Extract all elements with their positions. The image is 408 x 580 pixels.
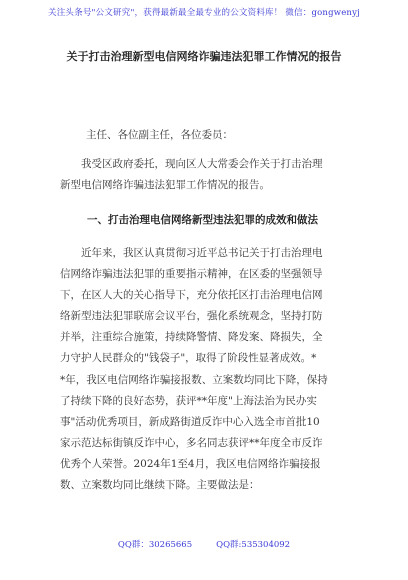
body-line: 优秀个人荣誉。2024年1至4月，我区电信网络诈骗接报 <box>60 457 321 470</box>
top-banner: 关注头条号"公文研究"，获得最新最全最专业的公文资料库！ 微信：gongwenyj <box>48 8 360 18</box>
body-line: 下，在区人大的关心指导下，充分依托区打击治理电信网 <box>60 289 323 302</box>
body-line: 信网络诈骗违法犯罪的重要指示精神，在区委的坚强领导 <box>60 268 323 281</box>
section-heading: 一、打击治理电信网络新型违法犯罪的成效和做法 <box>87 214 318 226</box>
body-line: 并举，注重综合施策，持续降警情、降发案、降损失，全 <box>60 331 323 344</box>
body-line: 数、立案数均同比继续下降。主要做法是： <box>60 479 260 492</box>
body-line: *年，我区电信网络诈骗接报数、立案数均同比下降，保持 <box>60 373 328 386</box>
body-line: 家示范达标街镇反诈中心，多名同志获评**年度全市反诈 <box>60 436 323 449</box>
body-line: 近年来，我区认真贯彻习近平总书记关于打击治理电 <box>81 247 323 259</box>
salutation: 主任、各位副主任，各位委员： <box>86 129 233 141</box>
document-title: 关于打击治理新型电信网络诈骗违法犯罪工作情况的报告 <box>66 50 342 63</box>
body-line: 事"活动优秀项目，新成路街道反诈中心入选全市首批10 <box>60 415 320 428</box>
body-paragraph <box>60 243 360 496</box>
intro-line: 新型电信网络诈骗违法犯罪工作情况的报告。 <box>60 179 270 191</box>
footer-qq-group-1: QQ群：30265665 <box>117 540 193 550</box>
intro-paragraph <box>60 154 360 196</box>
body-line: 了持续下降的良好态势，获评**年度"上海法治为民办实 <box>60 394 317 407</box>
intro-line: 我受区政府委托，现向区人大常委会作关于打击治理 <box>81 158 323 170</box>
body-line: 力守护人民群众的"钱袋子"，取得了阶段性显著成效。* <box>60 352 317 365</box>
body-line: 络新型违法犯罪联席会议平台，强化系统观念，坚持打防 <box>60 310 323 323</box>
footer <box>0 538 408 550</box>
footer-qq-group-2: QQ群:535304092 <box>216 540 291 550</box>
